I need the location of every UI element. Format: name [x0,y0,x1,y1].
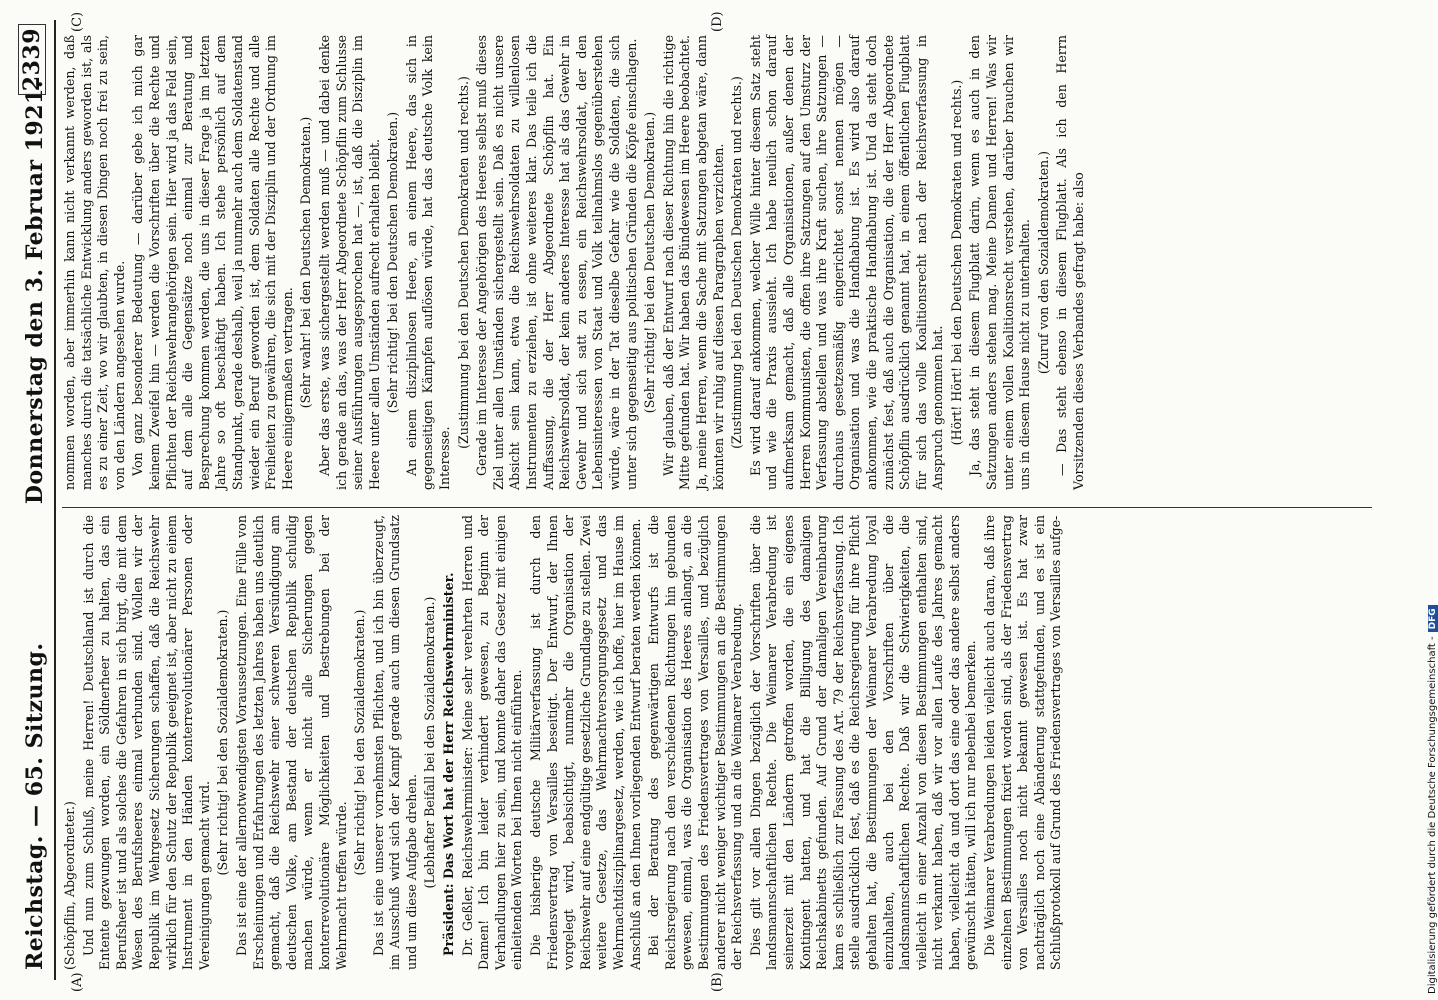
interjection: (Zustimmung bei den Deutschen Demokraten und rechts.) [729,76,745,449]
interjection: (Sehr richtig! bei den Deutschen Demokraten.) [642,111,658,414]
margin-marker-d: (D) [710,11,725,32]
digitization-credit [1411,6,1438,994]
paragraph: Bei der Beratung des gegenwärtigen Entwurfs ist die Reichsregierung nach den verschiedenen Richtungen hin gebunden gewesen, einmal, was die Organisation des Heeres anlangt, an die Bestimmungen des Friedensvertrages von Versailles, und bezüglich anderer nicht weniger wichtiger Bestimmungen an die Bestimmungen der Reichsverfassung und an die Weimarer Verabredung. [646,515,745,970]
paragraph: Ja, das steht in diesem Flugblatt darin, wenn es auch in den Satzungen anders stehen mag. Meine Damen und Herren! Was wir unter einem vollen Koalitionsrecht verstehen, darüber brauchen wir uns in diesem Hause nicht zu unterhalten. [967,35,1033,490]
interjection: (Sehr richtig! bei den Sozialdemokraten.) [352,609,368,876]
paragraph: nommen worden, aber immerhin kann nicht verkannt werden, daß manches durch die tatsächliche Entwicklung anders geworden ist, als es zu einer Zeit, wo wir glaubten, in diesen Dingen noch frei zu sein, von den Ländern angesehen wurde. [62,35,127,490]
header-title: Reichstag. — 65. Sitzung. [22,642,48,970]
rotated-document-page [10,0,1390,1000]
paragraph: Dr. Geßler, Reichswehrminister: Meine sehr verehrten Herren und Damen! Ich bin leider verhindert gewesen, zu Beginn der Verhandlungen hier zu sein, und konnte daher das Gesetz mit einigen einleitenden Worten bei Ihnen nicht einführen. [459,515,525,970]
speaker-line: Präsident: Das Wort hat der Herr Reichswehrminister. [441,572,457,956]
credit-text: Digitalisierung gefördert durch die Deutsche Forschungsgemeinschaft - [1427,636,1438,994]
paragraph: Das ist eine der allernotwendigsten Voraussetzungen. Eine Fülle von Erscheinungen und Erfahrungen des letzten Jahres haben uns deutlich gemacht, daß die Reichswehr einer schweren Versündigung am deutschen Volke, am Bestand der deutschen Republik schuldig machen würde, wenn er nicht alle Sicherungen gegen konterrevolutionäre Möglichkeiten und Bestrebungen bei der Wehrmacht treffen würde. [233,515,349,970]
paragraph: — Das steht ebenso in diesem Flugblatt. Als ich den Herrn Vorsitzenden dieses Verbandes gefragt habe: also [1054,35,1087,490]
page-number: 2339 [18,24,46,95]
interjection: (Sehr richtig! bei den Deutschen Demokraten.) [385,111,401,414]
paragraph: Gerade im Interesse der Angehörigen des Heeres selbst muß dieses Ziel unter allen Umständen sichergestellt sein. Daß es nicht unsere Absicht sein kann, etwa die Reichswehrsoldaten zu willenlosen Instrumenten zu erziehen, ist ohne weiteres klar. Das teile ich die Auffassung, die der Herr Abgeordnete Schöpflin hat. Ein Reichswehrsoldat, der kein anderes Interesse hat als das Gewehr in Gewehr und sich satt zu essen, ein Reichswehrsoldat, der den Lebensinteressen von Staat und Volk teilnahmslos gegenüberstehen würde, wäre in der Tat dieselbe Gefahr wie die Soldaten, die sich unter sich gegenseitig aus politischen Gründen die Köpfe einschlagen. [474,35,639,490]
header-rule [54,20,56,980]
paragraph: Die bisherige deutsche Militärverfassung ist durch den Friedensvertrag von Versailles beseitigt. Der Entwurf, der Ihnen vorgelegt wird, beabsichtigt, nunmehr die Organisation der Reichswehr auf eine endgültige gesetzliche Grundlage zu stellen. Zwei weitere Gesetze, das Wehrmachtversorgungsgesetz und das Wehrmachtdisziplinargesetz, werden, wie ich hoffe, hier im Hause im Anschluß an den Ihnen vorliegenden Entwurf beraten werden können. [528,515,643,970]
paragraph: An einem disziplinlosen Heere, an einem Heere, das sich in gegenseitigen Kämpfen auflösen würde, hat das deutsche Volk kein Interesse. [403,35,453,490]
margin-marker-b: (B) [710,972,725,992]
right-column [62,35,1372,490]
paragraph: Dies gilt vor allen Dingen bezüglich der Vorschriften über die landsmannschaftlichen Rechte. Die Weimarer Verabredung ist seinerzeit mit den Ländern getroffen worden, die ein eigenes Kontingent hatten, und hat die Billigung des damaligen Reichskabinetts gefunden. Auf Grund der damaligen Vereinbarung kam es schließlich zur Fassung des Art. 79 der Reichsverfassung. Ich stelle ausdrücklich fest, daß es die Reichsregierung für ihre Pflicht gehalten hat, die Bestimmungen der Weimarer Verabredung loyal einzuhalten, auch bei den Vorschriften über die landsmannschaftlichen Rechte. Daß wir die Schwierigkeiten, die vielleicht in einer Anzahl von diesen Bestimmungen enthalten sind, nicht verkannt haben, daß wir vor allen Laufe des Jahres gemacht haben, vielleicht da und dort das eine oder das andere selbst anders gewünscht hätten, will ich nur nebenbei bemerken. [747,515,979,970]
interjection: (Lebhafter Beifall bei den Sozialdemokraten.) [422,596,438,889]
margin-marker-c: (C) [70,11,85,32]
interjection: (Zuruf von den Sozialdemokraten.) [1035,150,1051,375]
interjection: (Hört! Hört! bei den Deutschen Demokraten und rechts.) [948,79,964,446]
running-header [16,20,52,980]
paragraph: Es wird darauf ankommen, welcher Wille hinter diesem Satz steht und wie die Praxis aussieht. Ich habe neulich schon darauf aufmerksam gemacht, daß alle Organisationen, außer denen der Herren Kommunisten, die offen ihre Satzungen auf den Umsturz der Verfassung abstellen und was ihre Kraft suchen, ihre Satzungen — durchaus gesetzesmäßig eingerichtet sonst nennen mögen — Organisation und was die Handhabung ist. Es wird also darauf ankommen, wie die praktische Handhabung ist. Und da steht doch zunächst fest, daß auch die Organisation, die der Herr Abgeordnete Schöpflin ausdrücklich genannt hat, in einem öffentlichen Flugblatt für sich das volle Koalitionsrecht nach der Reichsverfassung in Anspruch genommen hat. [747,35,946,490]
interjection: (Sehr richtig! bei den Sozialdemokraten.) [215,609,231,876]
dfg-logo: DFG [1428,605,1438,632]
interjection: (Sehr wahr! bei den Deutschen Demokraten.) [298,116,314,409]
interjection: (Zustimmung bei den Deutschen Demokraten und rechts.) [455,76,471,449]
paragraph: Wir glauben, daß der Entwurf nach dieser Richtung hin die richtige Mitte gefunden hat. Wir haben das Bündewesen im Heere beobachtet. Ja, meine Herren, wenn die Sache mit Satzungen abgetan wäre, dann könnten wir ruhig auf diesen Paragraphen verzichten. [660,35,726,490]
margin-marker-a: (A) [70,972,85,992]
paragraph: Aber das erste, was sichergestellt werden muß — und dabei denke ich gerade an das, was der Herr Abgeordnete Schöpflin zum Schlusse seiner Ausführungen ausgesprochen hat —, ist, daß die Disziplin im Heere unter allen Umständen aufrecht erhalten bleibt. [316,35,382,490]
paragraph: Die Weimarer Verabredungen leiden vielleicht auch daran, daß ihre einzelnen Bestimmungen fixiert worden sind, als der Friedensvertrag von Versailles noch nicht bekannt gewesen ist. Es hat zwar nachträglich noch eine Abänderung stattgefunden, und es ist ein Schlußprotokoll auf Grund des Friedensvertrages von Versailles aufge- [982,515,1064,970]
paragraph: Von ganz besonderer Bedeutung — darüber gebe ich mich gar keinem Zweifel hin — werden die Vorschriften über die Rechte und Pflichten der Reichswehrangehörigen sein. Hier wird ja das Feld sein, auf dem alle die Gegensätze noch einmal zur Beratung und Besprechung kommen werden, die uns in dieser Frage ja im letzten Jahre so oft beschäftigt haben. Ich stehe persönlich auf dem Standpunkt, gerade deshalb, weil ja nunmehr auch dem Soldatenstand wieder ein Beruf geworden ist, dem Soldaten alle Rechte und alle Freiheiten zu gewähren, die sich mit der Disziplin und der Ordnung im Heere einigermaßen vertragen. [130,35,295,490]
paragraph: Und nun zum Schluß, meine Herren! Deutschland ist durch die Entente gezwungen worden, ein Söldnerheer zu halten, das ein Berufsheer ist und als solches die Gefahren in sich birgt, die mit dem Wesen des Berufsheeres einmal verbunden sind. Wollen wir der Republik im Wehrgesetz Sicherungen schaffen, daß die Reichswehr wirklich für den Schutz der Republik geeignet ist, aber nicht zu einem Instrument in den Händen konterrevolutionärer Personen oder Vereinigungen gemacht wird. [80,515,212,970]
column-divider [62,507,1372,508]
paragraph: Das ist eine unserer vornehmsten Pflichten, und ich bin überzeugt, im Ausschuß wird sich der Kampf gerade auch um diesen Grundsatz und um diese Aufgabe drehen. [370,515,419,970]
header-date: Donnerstag den 3. Februar 1921. [22,80,48,505]
left-column [62,515,1372,970]
paragraph: (Schöpflin, Abgeordneter.) [62,801,77,970]
